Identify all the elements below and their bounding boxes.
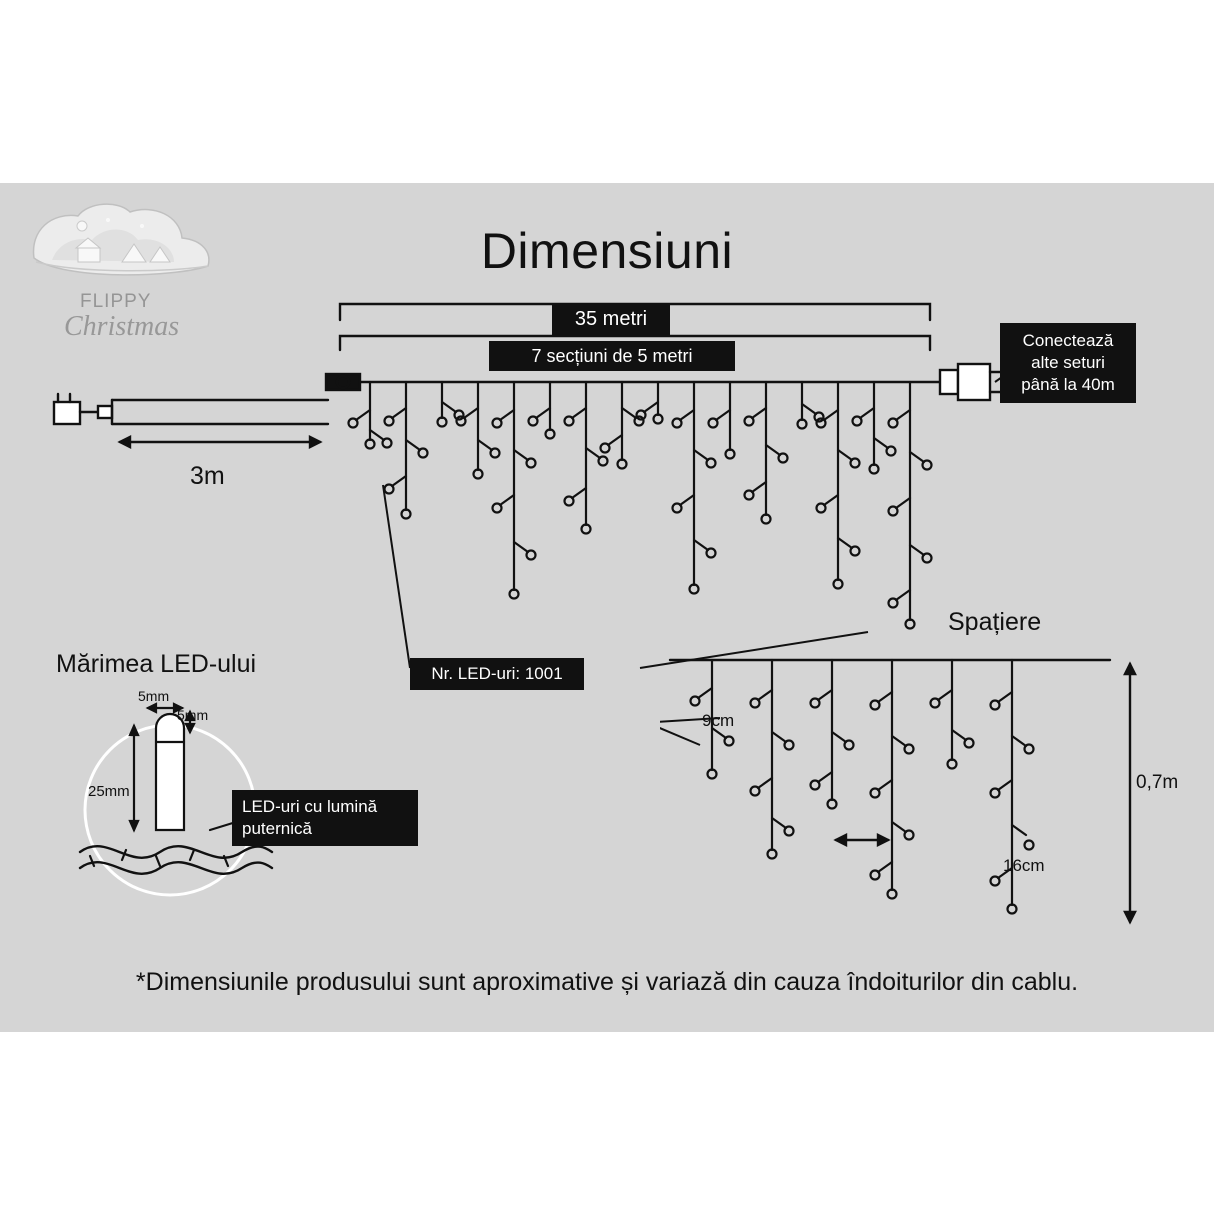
badge-connect-more <box>1000 323 1136 403</box>
spacing-detail-drawing <box>660 650 1180 940</box>
label-led-size-title: Mărimea LED-ului <box>56 650 257 678</box>
label-lead-cable-length: 3m <box>190 462 225 490</box>
logo-text-secondary: Christmas <box>64 311 180 342</box>
badge-total-length: 35 metri <box>552 303 670 335</box>
label-spacing-title: Spațiere <box>948 608 1042 636</box>
label-led-width: 5mm <box>138 688 170 704</box>
label-drop-spacing: 9cm <box>702 711 735 730</box>
badge-bright-line2: puternică <box>242 819 312 838</box>
badge-connect-line3: până la 40m <box>1021 375 1115 394</box>
label-led-height: 5mm <box>177 707 209 723</box>
badge-bright-leds <box>232 790 418 846</box>
badge-connect-line1: Conectează <box>1022 331 1114 350</box>
footnote: *Dimensiunile produsului sunt aproximative și variază din cauza îndoiturilor din cablu. <box>135 968 1079 996</box>
label-horizontal-spacing: 16cm <box>1003 856 1045 875</box>
label-led-length: 25mm <box>88 783 130 800</box>
badge-led-count: Nr. LED-uri: 1001 <box>410 658 584 690</box>
label-drop-height: 0,7m <box>1136 772 1179 793</box>
page-title: Dimensiuni <box>480 223 734 279</box>
badge-connect-line2: alte seturi <box>1031 353 1105 372</box>
badge-sections: 7 secțiuni de 5 metri <box>489 341 735 371</box>
badge-bright-line1: LED-uri cu lumină <box>242 797 378 816</box>
logo-text-primary: FLIPPY <box>80 291 152 312</box>
